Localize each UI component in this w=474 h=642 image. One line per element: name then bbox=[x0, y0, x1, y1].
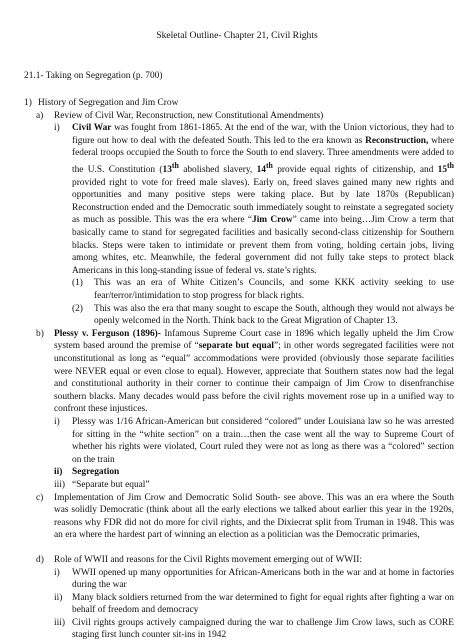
item-text: WWII opened up many opportunities for African-Americans both in the war and at home in factories during the war bbox=[72, 567, 454, 591]
item-marker: d) bbox=[36, 554, 44, 565]
term-reconstruction: Reconstruction, bbox=[365, 135, 429, 146]
outline-item-b-i bbox=[24, 416, 454, 466]
term-13th: 13th bbox=[162, 160, 179, 176]
document-title: Skeletal Outline- Chapter 21, Civil Rights bbox=[156, 30, 318, 41]
outline-body bbox=[24, 97, 454, 642]
item-text: “Separate but equal” bbox=[72, 479, 150, 490]
outline-item-a-i bbox=[24, 122, 454, 277]
item-marker: i) bbox=[54, 567, 60, 578]
outline-item-1 bbox=[24, 97, 454, 110]
item-marker: iii) bbox=[54, 479, 65, 490]
item-text: Civil rights groups actively campaigned during the war to challenge Jim Crow laws, such as CORE staging first lunch counter sit-ins in 1942 bbox=[72, 617, 454, 641]
item-text: Role of WWII and reasons for the Civil Rights movement emerging out of WWII: bbox=[54, 554, 363, 565]
outline-item-b bbox=[24, 328, 454, 416]
item-marker: ii) bbox=[54, 592, 63, 603]
section-heading: 21.1- Taking on Segregation (p. 700) bbox=[24, 71, 163, 81]
term-civil-war: Civil War bbox=[72, 123, 112, 134]
item-marker: (2) bbox=[72, 303, 83, 314]
term-plessy: Plessy v. Ferguson (1896)- bbox=[54, 328, 161, 339]
item-text: History of Segregation and Jim Crow bbox=[38, 98, 179, 108]
outline-item-a bbox=[24, 110, 454, 123]
outline-item-d-i bbox=[24, 567, 454, 592]
outline-item-d-ii bbox=[24, 592, 454, 617]
outline-item-d-iii bbox=[24, 617, 454, 642]
item-text: This was an era of White Citizen’s Councils, and some KKK activity seeking to use fear/terror/intimidation to stop progress for black rights. bbox=[94, 278, 454, 302]
item-text: Implementation of Jim Crow and Democratic Solid South- see above. This was an era where the South was solidly Democratic (think about all the early elections we talked about earlier this year in the 1920s, reasons why FDR did not do more for civil rights, and the Dixiecrat split from Truman in 1948. This was an era where the hardest part of winning an election as a politician was the Democratic primaries, bbox=[54, 492, 454, 541]
item-marker: a) bbox=[36, 110, 44, 121]
item-text: Segregation bbox=[72, 467, 120, 478]
item-marker: iii) bbox=[54, 617, 65, 628]
outline-item-b-ii bbox=[24, 466, 454, 479]
item-marker: (1) bbox=[72, 278, 83, 289]
item-marker: i) bbox=[54, 123, 60, 134]
outline-item-c bbox=[24, 492, 454, 542]
term-15th: 15th bbox=[437, 160, 455, 176]
item-marker: i) bbox=[54, 416, 60, 427]
item-text: Many black soldiers returned from the war determined to fight for equal rights after fighting a war on behalf of freedom and democracy bbox=[72, 592, 454, 616]
item-text: This was also the era that many sought to escape the South, although they would not always be openly welcomed in the North. Think back to the Great Migration of Chapter 13. bbox=[94, 303, 454, 327]
item-text: Plessy was 1/16 African-American but considered “colored” under Louisiana law so he was arrested for sitting in the “white section” on a train…then the case went all the way to Supreme Court of whether his rights were violated, Court ruled they were not as long as there was a “colored” section on the train bbox=[72, 416, 454, 465]
term-14th: 14th bbox=[256, 160, 273, 176]
spacer bbox=[24, 542, 454, 554]
item-marker: ii) bbox=[54, 467, 63, 478]
item-text: Review of Civil War, Reconstruction, new Constitutional Amendments) bbox=[54, 110, 324, 121]
term-jim-crow: Jim Crow bbox=[252, 215, 293, 226]
outline-item-a-i-2 bbox=[24, 303, 454, 328]
outline-item-d bbox=[24, 554, 454, 567]
item-marker: c) bbox=[36, 492, 44, 503]
outline-item-b-iii bbox=[24, 479, 454, 492]
outline-item-a-i-1 bbox=[24, 277, 454, 302]
item-text: Civil War was fought from 1861-1865. At the end of the war, with the Union victorious, they had to figure out how to deal with the defeated South. This led to the era known as Reconstruction, where federal troops occupied the South to force the South to end slavery. Three amendments were added to the U.S. Constitution (13th abolished slavery, 14th provide equal rights of citizenship, and 15th provided right to vote for freed male slaves). Early on, freed slaves gained many new rights and opportunities and many positive steps were taking place. But by late 1870s (Republican) Reconstruction ended and the Democratic south immediately sought to reinstate a segregated society as much as possible. This was the era where “Jim Crow” came into being…Jim Crow a term that basically came to stand for segregated facilities and basically second-class citizenship for Southern blacks. Steps were taken to intimidate or prevent them from voting, holding certain jobs, living among whites, etc. Meanwhile, the federal government did not fully take steps to protect black Americans in this long-standing issue of federal vs. state’s rights. bbox=[72, 123, 455, 276]
item-text: Plessy v. Ferguson (1896)- Infamous Supreme Court case in 1896 which legally upheld the Jim Crow system based around the premise of “separate but equal”; in other words segregated facilities were not unconstitutional as long as “equal” accommodations were provided (obviously those separate facilities were NEVER equal or even close to equal). However, appreciate that Southern states now had the legal and constitutional authority in their corner to continue their campaign of Jim Crow to disenfranchise southern blacks. Many decades would pass before the civil rights movement rose up in a unified way to confront these injustices. bbox=[54, 328, 455, 415]
term-separate-but-equal: separate but equal bbox=[198, 341, 275, 352]
item-marker: 1) bbox=[24, 98, 32, 108]
item-marker: b) bbox=[36, 328, 44, 339]
